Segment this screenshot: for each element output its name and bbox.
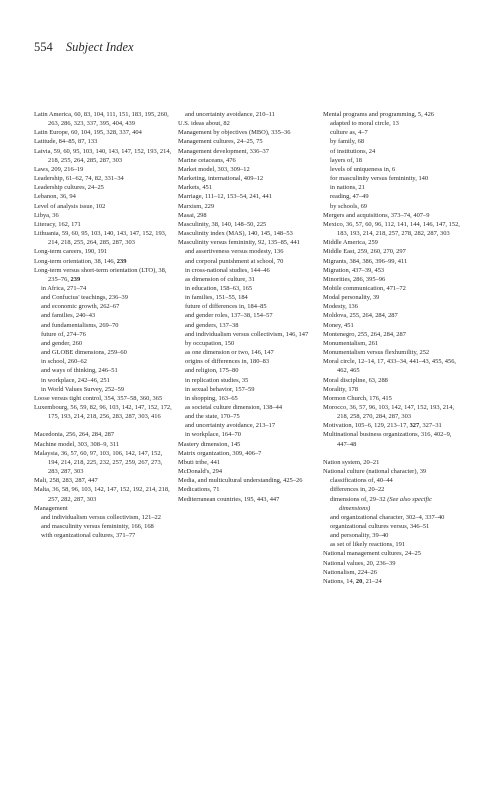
entry-text: Matrix organization, 309, 406–7: [178, 449, 262, 457]
index-entry: [323, 403, 461, 421]
entry-text: Monumentalism, 261: [323, 339, 379, 347]
index-entry: [178, 476, 316, 485]
entry-text: classifications of, 40–44: [330, 477, 393, 485]
entry-text: and religion, 175–80: [185, 367, 239, 375]
entry-text: Masai, 298: [178, 211, 207, 219]
entry-text: of institutions, 24: [330, 147, 376, 155]
entry-text: layers of, 18: [330, 156, 362, 164]
index-subentry: [178, 403, 316, 412]
entry-text: adapted to moral circle, 13: [330, 120, 399, 128]
index-entry: [178, 128, 316, 137]
entry-text: by schools, 69: [330, 202, 368, 210]
bold-locator: 239: [116, 257, 127, 265]
entry-text: and masculinity versus femininity, 166, 168: [41, 523, 154, 531]
index-subentry: [34, 357, 172, 366]
index-entry: [178, 238, 316, 247]
index-entry: [323, 284, 461, 293]
index-entry: [323, 266, 461, 275]
index-subentry: [34, 376, 172, 385]
entry-text: National management cultures, 24–25: [323, 550, 421, 558]
entry-text: Nations, 14,: [323, 577, 356, 585]
index-entry: [34, 440, 172, 449]
index-subentry: [34, 330, 172, 339]
index-entry: [34, 165, 172, 174]
index-entry: [323, 220, 461, 238]
entry-text: Management development, 336–37: [178, 147, 269, 155]
index-entry: [323, 330, 461, 339]
entry-text: National values, 20, 236–39: [323, 559, 396, 567]
entry-text: and Confucius' teachings, 236–39: [41, 294, 128, 302]
index-entry: [34, 266, 172, 284]
entry-text: future of differences in, 184–85: [185, 303, 267, 311]
index-subentry: [323, 513, 461, 522]
entry-text: Minorities, 286, 395–96: [323, 275, 386, 283]
entry-text: Marine cetaceans, 476: [178, 156, 236, 164]
entry-text: in families, 151–55, 184: [185, 294, 248, 302]
entry-text: Macedonia, 256, 264, 284, 287: [34, 431, 115, 439]
entry-text: as one dimension or two, 146, 147: [185, 349, 274, 357]
entry-text: Mastery dimension, 145: [178, 440, 241, 448]
entry-text: with organizational cultures, 371–77: [41, 532, 136, 540]
index-entry: [34, 247, 172, 256]
entry-text: and the state, 170–75: [185, 413, 240, 421]
index-subentry: [34, 311, 172, 320]
entry-text: Libya, 36: [34, 211, 59, 219]
entry-text: and gender roles, 137–38, 154–57: [185, 312, 273, 320]
entry-text: Mergers and acquisitions, 373–74, 407–9: [323, 211, 430, 219]
index-subentry: [178, 302, 316, 311]
index-entry: [323, 549, 461, 558]
entry-text: by family, 68: [330, 138, 365, 146]
index-subentry: [178, 247, 316, 256]
index-entry: [34, 128, 172, 137]
entry-text: Marxism, 229: [178, 202, 215, 210]
index-subentry: [178, 348, 316, 357]
entry-text: Lithuania, 59, 60, 95, 103, 140, 143, 147, 152, 193, 214, 218, 255, 264, 285, 287, 303: [34, 230, 167, 247]
index-subentry: [323, 183, 461, 192]
entry-text: Moral discipline, 63, 288: [323, 376, 388, 384]
entry-text: organizational cultures versus, 346–51: [330, 523, 430, 531]
entry-text: U.S. ideas about, 82: [178, 120, 230, 128]
entry-text: Multinational business organizations, 316, 402–9, 447–48: [323, 431, 452, 448]
entry-text: and individualism versus collectivism, 146, 147: [185, 330, 309, 338]
entry-text: Literacy, 162, 171: [34, 220, 81, 228]
index-entry: [323, 238, 461, 247]
index-subentry: [178, 412, 316, 421]
index-entry: [178, 156, 316, 165]
index-subentry: [178, 266, 316, 275]
index-entry: [178, 229, 316, 238]
index-subentry: [178, 430, 316, 439]
index-entry: [178, 449, 316, 458]
index-subentry: [323, 202, 461, 211]
entry-text: Marriage, 111–12, 153–54, 241, 441: [178, 193, 272, 201]
index-entry: [34, 430, 172, 439]
entry-text: Media, and multicultural understanding, 425–26: [178, 477, 303, 485]
entry-text: in World Values Survey, 252–59: [41, 385, 125, 393]
entry-text: by occupation, 150: [185, 339, 235, 347]
entry-text: Mental programs and programming, 5, 426: [323, 111, 435, 118]
bold-locator: 239: [70, 275, 81, 283]
index-subentry: [178, 311, 316, 320]
entry-text: National culture (national character), 39: [323, 468, 427, 476]
entry-text: Morocco, 36, 57, 96, 103, 142, 147, 152, 193, 214, 218, 258, 270, 284, 287, 303: [323, 404, 455, 421]
entry-text: in school, 260–62: [41, 358, 87, 366]
entry-text: Masculinity, 38, 140, 148–50, 225: [178, 220, 267, 228]
index-entry: [323, 293, 461, 302]
index-entry: [34, 504, 172, 513]
entry-text: reading, 47–49: [330, 193, 369, 201]
entry-text: Machine model, 303, 308–9, 311: [34, 440, 120, 448]
index-column-3: [323, 110, 461, 586]
index-entry: [323, 357, 461, 375]
index-entry: [323, 376, 461, 385]
entry-text: in replication studies, 35: [185, 376, 249, 384]
index-entry: [34, 110, 172, 128]
running-title: Subject Index: [65, 40, 134, 54]
entry-text: future of, 274–76: [41, 330, 86, 338]
index-entry: [34, 220, 172, 229]
index-entry: [323, 577, 461, 586]
index-subentry: [323, 137, 461, 146]
entry-text: Malta, 36, 58, 96, 103, 142, 147, 152, 192, 214, 218, 257, 282, 287, 303: [34, 486, 170, 503]
index-subentry: [178, 257, 316, 266]
entry-text: and gender, 260: [41, 339, 83, 347]
entry-text: in education, 158–63, 165: [185, 284, 253, 292]
entry-text: Mexico, 36, 57, 60, 96, 112, 141, 144, 146, 147, 152, 183, 193, 214, 218, 257, 278, 282, 287, 303: [323, 220, 460, 238]
index-entry: [178, 211, 316, 220]
entry-text: Morality, 178: [323, 385, 358, 393]
entry-text: Long-term versus short-term orientation (LTO), 38, 235–76,: [34, 266, 167, 283]
entry-text: and uncertainty avoidance, 213–17: [185, 422, 276, 430]
index-entry: [323, 321, 461, 330]
index-entry: [323, 458, 461, 467]
entry-text: and genders, 137–38: [185, 321, 239, 329]
index-entry: [323, 257, 461, 266]
entry-text: Management cultures, 24–25, 75: [178, 138, 263, 146]
index-subentry: [323, 540, 461, 549]
entry-text: in sexual behavior, 157–59: [185, 385, 255, 393]
index-subentry: [323, 165, 461, 174]
entry-text: Latitude, 84–85, 87, 133: [34, 138, 98, 146]
index-subentry: [323, 476, 461, 485]
entry-text: Leadership, 61–62, 74, 82, 331–34: [34, 175, 124, 183]
entry-text: origins of differences in, 180–83: [185, 358, 270, 366]
index-entry: [178, 137, 316, 146]
entry-text: Latin Europe, 60, 104, 195, 328, 337, 404: [34, 129, 142, 137]
entry-text: and GLOBE dimensions, 259–60: [41, 349, 127, 357]
entry-text: Masculinity versus femininity, 92, 135–85, 441: [178, 239, 300, 247]
entry-text: culture as, 4–7: [330, 129, 368, 137]
entry-text: for masculinity versus femininity, 140: [330, 175, 429, 183]
bold-locator: 20: [355, 577, 363, 585]
index-entry: [323, 339, 461, 348]
index-subentry: [178, 110, 316, 119]
entry-text: and fundamentalisms, 269–70: [41, 321, 119, 329]
entry-text: Money, 451: [323, 321, 354, 329]
entry-text: Modal personality, 39: [323, 294, 380, 302]
index-subentry: [34, 385, 172, 394]
entry-text: differences in, 20–22: [330, 486, 385, 494]
index-entry: [178, 174, 316, 183]
entry-text: Monumentalism versus flexhumility, 252: [323, 349, 430, 357]
entry-text: and organizational character, 302–4, 337–40: [330, 513, 445, 521]
entry-text: in workplace, 242–46, 251: [41, 376, 110, 384]
index-entry: [323, 247, 461, 256]
entry-text: Middle America, 259: [323, 239, 378, 247]
entry-text: Moral circle, 12–14, 17, 433–34, 441–43, 455, 456, 462, 465: [323, 358, 457, 375]
index-entry: [34, 192, 172, 201]
entry-text: Level of analysis issue, 102: [34, 202, 106, 210]
index-subentry: [34, 522, 172, 531]
index-entry: [34, 403, 172, 421]
index-subentry: [178, 321, 316, 330]
index-subentry: [34, 339, 172, 348]
index-subentry: [323, 485, 461, 494]
entry-text: Mormon Church, 176, 415: [323, 394, 392, 402]
index-entry: [34, 229, 172, 247]
entry-text: Long-term orientation, 38, 146,: [34, 257, 117, 265]
entry-text: Mali, 258, 283, 287, 447: [34, 477, 98, 485]
entry-text: Latvia, 59, 60, 95, 103, 140, 143, 147, 152, 193, 214, 218, 255, 264, 285, 287, 303: [34, 147, 172, 164]
index-subentry: [323, 119, 461, 128]
entry-text: Latin America, 60, 83, 104, 111, 151, 183, 195, 260, 263, 286, 323, 337, 395, 404, 439: [34, 111, 169, 128]
index-subentry: [323, 531, 461, 540]
index-subentry: [178, 376, 316, 385]
index-entry: [34, 211, 172, 220]
index-subentry: [323, 522, 461, 531]
index-entry: [34, 476, 172, 485]
index-subentry: [34, 321, 172, 330]
entry-text: Management by objectives (MBO), 335–36: [178, 129, 291, 137]
entry-text: , 327–31: [419, 422, 442, 430]
index-entry: [323, 467, 461, 476]
entry-text: dimensions of, 29–32: [330, 495, 388, 503]
index-entry: [34, 485, 172, 503]
entry-text: McDonald's, 294: [178, 468, 223, 476]
index-entry: [178, 183, 316, 192]
entry-text: as dimension of culture, 31: [185, 275, 255, 283]
entry-text: Management: [34, 504, 68, 512]
entry-text: Mbuti tribe, 441: [178, 458, 221, 466]
index-subentry: [178, 421, 316, 430]
index-subentry: [34, 531, 172, 540]
index-entry: [178, 192, 316, 201]
entry-text: Markets, 451: [178, 184, 212, 192]
index-entry: [178, 467, 316, 476]
index-entry: [178, 220, 316, 229]
index-subentry: [178, 385, 316, 394]
index-entry: [178, 202, 316, 211]
entry-text: in Africa, 271–74: [41, 284, 87, 292]
entry-text: Nationalism, 224–26: [323, 568, 377, 576]
index-subentry: [178, 366, 316, 375]
entry-text: , 21–24: [362, 577, 382, 585]
entry-text: Malaysia, 36, 57, 60, 97, 103, 106, 142, 147, 152, 194, 214, 218, 225, 232, 257, 259, 267, 273, 283, 287, 303: [34, 449, 163, 476]
index-subentry: [178, 357, 316, 366]
index-subentry: [323, 192, 461, 201]
index-column-1: [34, 110, 172, 540]
index-entry: [178, 495, 316, 504]
cross-reference: (See also specific dimensions): [339, 495, 432, 512]
entry-text: as societal culture dimension, 138–44: [185, 404, 283, 411]
index-entry: [34, 174, 172, 183]
index-subentry: [323, 156, 461, 165]
index-entry: [34, 202, 172, 211]
index-subentry: [178, 394, 316, 403]
entry-text: Masculinity index (MAS), 140, 145, 148–53: [178, 230, 293, 238]
index-subentry: [178, 284, 316, 293]
index-subentry: [323, 128, 461, 137]
index-entry: [323, 430, 461, 448]
index-subentry: [178, 339, 316, 348]
index-subentry: [323, 147, 461, 156]
entry-text: Migrants, 384, 386, 396–99, 411: [323, 257, 408, 265]
entry-text: Loose versus tight control, 354, 357–58, 360, 365: [34, 394, 163, 402]
index-subentry: [34, 302, 172, 311]
index-entry: [323, 348, 461, 357]
entry-text: as set of likely reactions, 191: [330, 541, 406, 549]
index-entry: [323, 421, 461, 430]
entry-text: Luxembourg, 56, 59, 82, 96, 103, 142, 147, 152, 172, 175, 193, 214, 218, 256, 283, 287, 303, 416: [34, 404, 172, 421]
entry-text: and assertiveness versus modesty, 136: [185, 248, 284, 256]
index-entry: [34, 137, 172, 146]
index-entry: [323, 275, 461, 284]
entry-text: and uncertainty avoidance, 210–11: [185, 111, 275, 118]
entry-text: in workplace, 164–70: [185, 431, 241, 439]
index-entry: [178, 458, 316, 467]
bold-locator: 327: [409, 422, 420, 430]
entry-text: Migration, 437–39, 453: [323, 266, 385, 274]
index-entry: [323, 110, 461, 119]
entry-text: Long-term careers, 190, 191: [34, 248, 108, 256]
entry-text: and individualism versus collectivism, 121–22: [41, 513, 161, 521]
entry-text: Lebanon, 36, 94: [34, 193, 76, 201]
index-entry: [323, 302, 461, 311]
entry-text: Medications, 71: [178, 486, 220, 494]
entry-text: Middle East, 259, 260, 270, 297: [323, 248, 406, 256]
index-entry: [323, 311, 461, 320]
index-entry: [178, 147, 316, 156]
entry-text: and corporal punishment at school, 70: [185, 257, 284, 265]
index-entry: [323, 385, 461, 394]
entry-text: Leadership cultures, 24–25: [34, 184, 104, 192]
entry-text: in nations, 21: [330, 184, 365, 192]
entry-text: and families, 240–43: [41, 312, 96, 320]
index-entry: [178, 165, 316, 174]
index-subentry: [34, 284, 172, 293]
entry-text: in shopping, 163–65: [185, 394, 238, 402]
entry-text: Moldova, 255, 264, 284, 287: [323, 312, 398, 320]
index-entry: [178, 485, 316, 494]
index-entry: [178, 440, 316, 449]
index-entry: [323, 559, 461, 568]
entry-text: Mobile communication, 471–72: [323, 284, 406, 292]
index-column-2: [178, 110, 316, 504]
entry-text: in cross-national studies, 144–46: [185, 266, 270, 274]
index-subentry: [178, 330, 316, 339]
entry-text: Marketing, international, 409–12: [178, 175, 264, 183]
index-entry: [34, 183, 172, 192]
index-entry: [34, 147, 172, 165]
entry-text: levels of uniqueness in, 6: [330, 165, 396, 173]
index-subentry: [34, 348, 172, 357]
index-entry: [323, 211, 461, 220]
entry-text: Nation system, 20–21: [323, 458, 380, 466]
index-subentry: [323, 174, 461, 183]
entry-text: Market model, 303, 309–12: [178, 165, 250, 173]
index-entry: [323, 394, 461, 403]
page-header: [34, 40, 134, 55]
entry-text: Mediterranean countries, 195, 443, 447: [178, 495, 280, 503]
entry-text: and economic growth, 262–67: [41, 303, 120, 311]
index-subentry: [323, 495, 461, 513]
entry-text: Montenegro, 255, 264, 284, 287: [323, 330, 406, 338]
index-entry: [34, 449, 172, 476]
index-entry: [323, 568, 461, 577]
entry-text: Modesty, 136: [323, 303, 358, 311]
index-subentry: [34, 366, 172, 375]
index-entry: [34, 257, 172, 266]
entry-text: Laws, 209, 216–19: [34, 165, 84, 173]
index-subentry: [178, 275, 316, 284]
index-entry: [34, 394, 172, 403]
entry-text: and ways of thinking, 246–51: [41, 367, 118, 375]
index-subentry: [178, 293, 316, 302]
index-entry: [178, 119, 316, 128]
entry-text: Motivation, 105–6, 129, 213–17,: [323, 422, 410, 430]
entry-text: and personality, 39–40: [330, 532, 389, 540]
index-subentry: [34, 513, 172, 522]
page-number: 554: [34, 40, 53, 54]
index-subentry: [34, 293, 172, 302]
